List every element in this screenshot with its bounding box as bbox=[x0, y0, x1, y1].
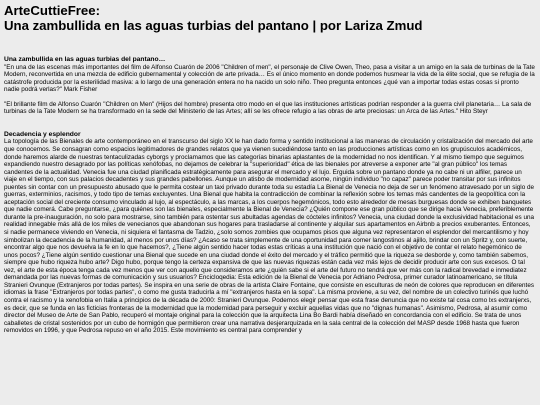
quote-hito-steyerl: "El brillante film de Alfonso Cuarón "Children on Men" (Hijos del hombre) presenta otro modo en el que las instituciones artísticas podrían responder a la guerra civil planetaria… La sala de turbinas de la Tate Modern se ha transformado en la sede del Ministerio de las Artes; allí se les ofrece refugio a las obras de arte preciosas: un Arca de las Artes." Hito Steyr bbox=[4, 100, 532, 116]
section-heading-intro: Una zambullida en las aguas turbias del pantano… bbox=[4, 56, 166, 63]
section-heading-decadencia: Decadencia y esplendor bbox=[4, 130, 81, 138]
blog-title[interactable]: ArteCuttieFree: bbox=[4, 3, 100, 18]
post-title[interactable]: Una zambullida en las aguas turbias del pantano | por Lariza Zmud bbox=[4, 18, 423, 33]
body-paragraph-decadencia: La topología de las Bienales de arte contemporáneo en el transcurso del siglo XX le han dado forma y sentido institucional a las maneras de circulación y cristalización del mercado del arte que conocemos. Se consagran como espacios legitimadores de grandes relatos que ya vienen sucediéndose tanto en las producciones artísticas como en los grupúsculos académicos, donde haremos alarde de nuestras tentaculizadas cyborgs y proclamamos que las categorías binarias aplastantes de la modernidad no nos identifican. Y al mismo tiempo que seguimos expandiendo nuestro desagrado por las políticas xenófobas, no dejamos de celebrar la "superioridad" ética de las bienales por atreverse a exponer arte "al gran público" los temas candentes de la actualidad. Venecia fue una ciudad planificada estratégicamente para asegurar el mercado y el lujo. Erguida sobre un pantano donde ya no cabe ni un alfiler, parece un viaje en el tiempo, con sus palacios decadentes y sus grandes pabellones. Aunque un atisbo de modernidad asome, ningún individuo "no capaz" parece poder transitar por sus infinitos puentes sin contar con un presupuesto abusado que le permita costear un taxi privado durante toda su estadía La Bienal de Venecia no deja de ser un fenómeno atravesado por un siglo de guerras, exterminios, racismos, y todo tipo de temas excluyentes. Una Bienal que habita la contradicción de combinar la reflexión sobre los temas más candentes de la geopolítica con la aceptación social del creciente consumo vinculado al lujo, al espectáculo, a las marcas, a los cuerpos hegemónicos, todo esto alrededor de mesas burguesas donde se exhiben banquetes que nadie comerá. Cabe preguntarse, ¿para quiénes son las bienales, especialmente la Bienal de Venecia? ¿Quién compone ese gran público que se dirige hacia Venecia, preferiblemente durante la pre-inauguración, no solo para mostrarse, sino también para ostentar sus abultadas agendas de cócteles infinitos? Venecia, una ciudad donde la exclusividad habitacional es una realidad innegable más allá de los miles de venecianos que abandonan sus hogares para trasladarse al continente y alquilar sus apartamentos en Airbnb a precios exuberantes. Entonces, si nadie permanece viviendo en Venecia, ni siquiera el fantasma de Tadzio, ¿solo somos zombies que ocupamos pisos que alguna vez representaron el esplendor del mercantilismo y hoy simbolizan la decadencia de la humanidad, al menos por unos días? ¿Acaso se trata simplemente de una oportunidad para comer langostinos al ajillo, brindar con un Spritz y, con suerte, encontrar algo que nos devuelva la fe en lo que hacemos?, ¿Tiene algún sentido hacer todas estas críticas a una institución que nació con el objetivo de contar el relato hegemónico de unos pocos? ¿Tiene algún sentido cuestionar una Bienal que sucede en una ciudad donde el éxito del mercado y el tráfico permitió que la riqueza se desborde y, como también sabemos, siempre que hubo riqueza hubo arte? Digo hubo, porque tengo la certeza expansiva de que las nuevas riquezas están cada vez más lejos de decidir producir arte con sus excesos. O tal vez, el arte de esta época tenga cada vez menos que ver con aquello que consideramos arte ¿quién sabe si el arte del futuro no tendrá que ver más con la radical brevedad e inmediatez demandada por las nuevas formas de comunicación y sus usuarios? Encicloqedia: Esta edición de la Bienal de Venecia por Adriano Pedrosa, primer curador latinoamericano, se títula Stranieri Ovunque (Extranjeros por todas partes). Se inspira en una serie de obras de la artista Claire Fontaine, que consiste en esculturas de neón de colores que reproducen en diferentes idiomas la frase "Extranjeros por todas partes", o como me gusta traducirla a mí "extranjeros hasta en la sopa". La misma proviene, a su vez, del nombre de un colectivo turinés que luchó contra el racismo y la xenofobia en Italia a principios de la década de 2000: Stranieri Ovunque. Podemos elegir pensar que esta frase denuncia que no existe tal cosa como lxs extranjerxs, es decir, que se funda en las ficticias fronteras de la modernidad que la modernidad para perseguir y excluir aquellas vidas que no "dignas humanas". Asimismo, Pedrosa, al asumir como director del Museo de Arte de San Pablo, recuperó el montaje original para la colección que la arquitecta Lina Bo Bardi había diseñado en concordancia con el edificio. Se trata de unos caballetes de cristal sostenidos por un cubo de hormigón que permitieron crear una narrativa desjerarquizada en la sala central de la colección del MASP desde 1968 hasta que fueron removidos en 1996, y que Pedrosa repuso en el año 2015. Este movimiento es central para comprender y bbox=[4, 138, 535, 335]
quote-mark-fisher: "En una de las escenas más importantes del film de Alfonso Cuarón de 2006 "Children of men", el personaje de Clive Owen, Theo, pasa a visitar a un amigo en la sala de turbinas de la Tate Modern, reconvertida en una mezcla de edificio gubernamental y colección de arte privada… Es el único momento en donde podemos husmear la vida de la élite social, que se refugia de la catástrofe producida por la esterilidad masiva: a lo largo de una generación entera no ha nacido un solo niño. Theo pregunta entonces ¿qué van a importar todas estas cosas si pronto nadie podrá verlas?" Mark Fisher bbox=[4, 63, 535, 94]
